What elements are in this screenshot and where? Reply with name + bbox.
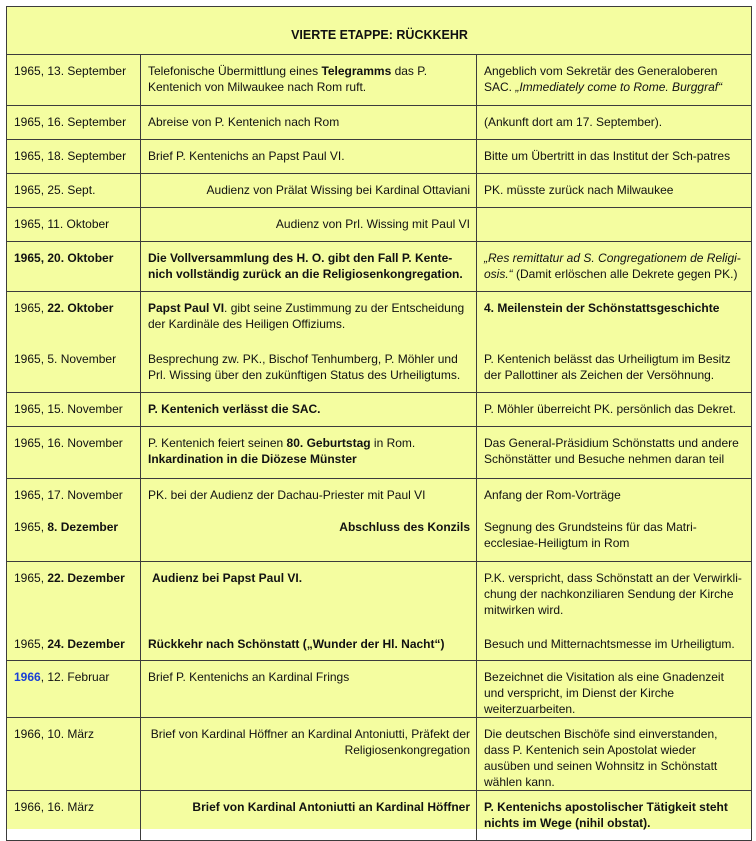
note-cell: Segnung des Grundsteins für das Matriecclesiae-Heiligtum in Rom bbox=[477, 511, 752, 562]
table-row bbox=[7, 343, 752, 393]
table-row bbox=[7, 479, 752, 511]
event-cell: Abschluss des Konzils bbox=[141, 511, 477, 562]
note-cell: Bitte um Übertritt in das Institut der Sch-patres bbox=[477, 140, 752, 174]
event-cell: Papst Paul VI. gibt seine Zustimmung zu der Entscheidung der Kardinäle des Heiligen Offiziums. bbox=[141, 292, 477, 343]
note-cell: P. Kentenich belässt das Urheiligtum im Besitz der Pallottiner als Zeichen der Versöhnung. bbox=[477, 343, 752, 393]
note-cell: P.K. verspricht, dass Schönstatt an der Verwirklichung der nachkonziliaren Sendung der Kirche mitwirken wird. bbox=[477, 562, 752, 628]
table-row bbox=[7, 292, 752, 343]
date-cell: 1965, 15. November bbox=[7, 393, 141, 427]
table-row bbox=[7, 427, 752, 479]
date-cell: 1965, 16. November bbox=[7, 427, 141, 479]
event-cell: Besprechung zw. PK., Bischof Tenhumberg, P. Möhler und Prl. Wissing über den zukünftigen Status des Urheiligtums. bbox=[141, 343, 477, 393]
date-cell: 1966, 16. März bbox=[7, 791, 141, 841]
table-row bbox=[7, 55, 752, 106]
note-cell: Anfang der Rom-Vorträge bbox=[477, 479, 752, 511]
note-cell: 4. Meilenstein der Schönstattsgeschichte bbox=[477, 292, 752, 343]
date-cell: 1965, 22. Dezember bbox=[7, 562, 141, 628]
event-cell: Audienz bei Papst Paul VI. bbox=[141, 562, 477, 628]
table-row bbox=[7, 791, 752, 841]
event-cell: Brief von Kardinal Antoniutti an Kardinal Höffner bbox=[141, 791, 477, 841]
event-cell: Brief von Kardinal Höffner an Kardinal Antoniutti, Präfekt der Religiosenkongregation bbox=[141, 718, 477, 791]
event-cell: PK. bei der Audienz der Dachau-Priester mit Paul VI bbox=[141, 479, 477, 511]
table-title-row bbox=[7, 7, 752, 55]
document-page bbox=[6, 6, 751, 829]
note-cell: Angeblich vom Sekretär des Generaloberen SAC. „Immediately come to Rome. Burggraf“ bbox=[477, 55, 752, 106]
date-cell: 1965, 13. September bbox=[7, 55, 141, 106]
table-row bbox=[7, 628, 752, 661]
event-cell: Audienz von Prl. Wissing mit Paul VI bbox=[141, 208, 477, 242]
table-row bbox=[7, 140, 752, 174]
table-row bbox=[7, 242, 752, 292]
date-cell: 1965, 11. Oktober bbox=[7, 208, 141, 242]
date-cell: 1965, 22. Oktober bbox=[7, 292, 141, 343]
date-cell: 1966, 12. Februar bbox=[7, 661, 141, 718]
table-row bbox=[7, 106, 752, 140]
event-cell: Audienz von Prälat Wissing bei Kardinal Ottaviani bbox=[141, 174, 477, 208]
note-cell: PK. müsste zurück nach Milwaukee bbox=[477, 174, 752, 208]
table-row bbox=[7, 718, 752, 791]
note-cell: (Ankunft dort am 17. September). bbox=[477, 106, 752, 140]
event-cell: P. Kentenich verlässt die SAC. bbox=[141, 393, 477, 427]
table-row bbox=[7, 562, 752, 628]
date-cell: 1965, 5. November bbox=[7, 343, 141, 393]
note-cell: Das General-Präsidium Schönstatts und andere Schönstätter und Besuche nehmen daran teil bbox=[477, 427, 752, 479]
date-cell: 1965, 17. November bbox=[7, 479, 141, 511]
date-cell: 1965, 24. Dezember bbox=[7, 628, 141, 661]
date-cell: 1965, 8. Dezember bbox=[7, 511, 141, 562]
note-cell: Die deutschen Bischöfe sind einverstanden, dass P. Kentenich sein Apostolat wieder ausüben und seinen Wohnsitz in Schönstatt wählen kann. bbox=[477, 718, 752, 791]
date-cell: 1965, 25. Sept. bbox=[7, 174, 141, 208]
table-title: VIERTE ETAPPE: RÜCKKEHR bbox=[7, 7, 752, 55]
note-cell: „Res remittatur ad S. Congregationem de Religiosis.“ (Damit erlöschen alle Dekrete gegen PK.) bbox=[477, 242, 752, 292]
note-cell: P. Möhler überreicht PK. persönlich das Dekret. bbox=[477, 393, 752, 427]
chronology-table bbox=[6, 6, 752, 841]
event-cell: Brief P. Kentenichs an Papst Paul VI. bbox=[141, 140, 477, 174]
event-cell: P. Kentenich feiert seinen 80. Geburtstag in Rom. Inkardination in die Diözese Münster bbox=[141, 427, 477, 479]
table-row bbox=[7, 511, 752, 562]
event-cell: Die Vollversammlung des H. O. gibt den Fall P. Kentenich vollständig zurück an die Religiosenkongregation. bbox=[141, 242, 477, 292]
note-cell: Bezeichnet die Visitation als eine Gnadenzeit und verspricht, im Dienst der Kirche weiterzuarbeiten. bbox=[477, 661, 752, 718]
date-cell: 1965, 18. September bbox=[7, 140, 141, 174]
table-row bbox=[7, 393, 752, 427]
table-row bbox=[7, 174, 752, 208]
note-cell: Besuch und Mitternachtsmesse im Urheiligtum. bbox=[477, 628, 752, 661]
event-cell: Telefonische Übermittlung eines Telegramms das P. Kentenich von Milwaukee nach Rom ruft. bbox=[141, 55, 477, 106]
note-cell: P. Kentenichs apostolischer Tätigkeit steht nichts im Wege (nihil obstat). bbox=[477, 791, 752, 841]
event-cell: Brief P. Kentenichs an Kardinal Frings bbox=[141, 661, 477, 718]
event-cell: Rückkehr nach Schönstatt („Wunder der Hl. Nacht“) bbox=[141, 628, 477, 661]
date-cell: 1966, 10. März bbox=[7, 718, 141, 791]
date-cell: 1965, 20. Oktober bbox=[7, 242, 141, 292]
table-row bbox=[7, 661, 752, 718]
note-cell bbox=[477, 208, 752, 242]
date-cell: 1965, 16. September bbox=[7, 106, 141, 140]
table-row bbox=[7, 208, 752, 242]
event-cell: Abreise von P. Kentenich nach Rom bbox=[141, 106, 477, 140]
